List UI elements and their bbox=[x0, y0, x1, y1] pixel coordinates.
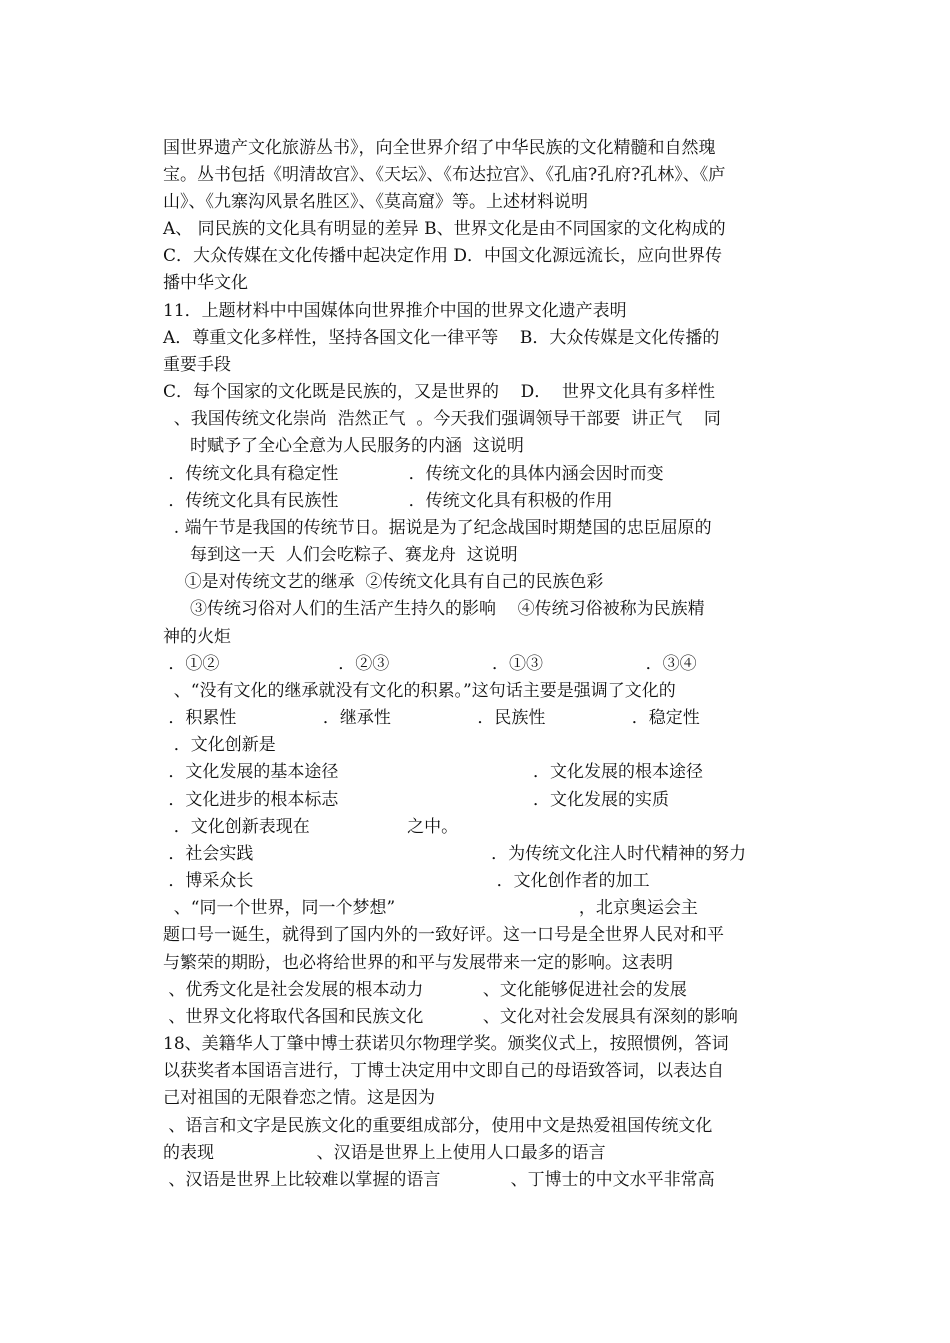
text-line: ．传统文化具有民族性 ．传统文化具有积极的作用 bbox=[163, 491, 613, 511]
text-line: 每到这一天 人们会吃粽子、赛龙舟 这说明 bbox=[163, 545, 518, 565]
text-line: 与繁荣的期盼，也必将给世界的和平与发展带来一定的影响。这表明 bbox=[163, 953, 673, 973]
text-line: 18、美籍华人丁肇中博士获诺贝尔物理学奖。颁奖仪式上，按照惯例，答词 bbox=[163, 1034, 729, 1054]
text-line: 、优秀文化是社会发展的根本动力 、文化能够促进社会的发展 bbox=[163, 980, 687, 1000]
text-line: 、“同一个世界，同一个梦想” ，北京奥运会主 bbox=[163, 898, 698, 918]
text-line: 题口号一诞生，就得到了国内外的一致好评。这一口号是全世界人民对和平 bbox=[163, 925, 724, 945]
text-line: 国世界遗产文化旅游丛书》，向全世界介绍了中华民族的文化精髓和自然瑰 bbox=[163, 138, 716, 158]
text-line: ．博采众长 ．文化创作者的加工 bbox=[163, 871, 650, 891]
text-line: 、“没有文化的继承就没有文化的积累。”这句话主要是强调了文化的 bbox=[163, 681, 676, 701]
text-line: A、 同民族的文化具有明显的差异 B、世界文化是由不同国家的文化构成的 bbox=[163, 219, 726, 239]
text-line: A．尊重文化多样性，坚持各国文化一律平等 B．大众传媒是文化传播的 bbox=[163, 328, 720, 348]
text-line: 宝。丛书包括《明清故宫》、《天坛》、《布达拉宫》、《孔庙?孔府?孔林》、《庐 bbox=[163, 165, 726, 185]
text-line: 的表现 、汉语是世界上上使用人口最多的语言 bbox=[163, 1143, 606, 1163]
text-line: ③传统习俗对人们的生活产生持久的影响 ④传统习俗被称为民族精 bbox=[163, 599, 705, 619]
text-line: 山》、《九寨沟风景名胜区》、《莫高窟》等。上述材料说明 bbox=[163, 192, 588, 212]
text-line: C．每个国家的文化既是民族的，又是世界的 D． 世界文化具有多样性 bbox=[163, 382, 716, 402]
text-line: ．文化创新表现在 之中。 bbox=[163, 817, 459, 837]
text-line: ．文化发展的基本途径 ．文化发展的根本途径 bbox=[163, 762, 703, 782]
text-line: . 端午节是我国的传统节日。据说是为了纪念战国时期楚国的忠臣屈原的 bbox=[163, 518, 712, 538]
text-line: ．①② ．②③ ．①③ ．③④ bbox=[163, 654, 697, 674]
text-line: 11．上题材料中中国媒体向世界推介中国的世界文化遗产表明 bbox=[163, 301, 627, 321]
text-line: ①是对传统文艺的继承 ②传统文化具有自己的民族色彩 bbox=[163, 572, 604, 592]
text-line: ．文化进步的根本标志 ．文化发展的实质 bbox=[163, 790, 669, 810]
text-line: 、我国传统文化崇尚 浩然正气 。今天我们强调领导干部要 讲正气 同 bbox=[163, 409, 721, 429]
text-line: ．传统文化具有稳定性 ．传统文化的具体内涵会因时而变 bbox=[163, 464, 664, 484]
text-line: 己对祖国的无限眷恋之情。这是因为 bbox=[163, 1088, 435, 1108]
text-line: 、汉语是世界上比较难以掌握的语言 、丁博士的中文水平非常高 bbox=[163, 1170, 715, 1190]
text-line: ．积累性 ．继承性 ．民族性 ．稳定性 bbox=[163, 708, 700, 728]
text-line: 神的火炬 bbox=[163, 627, 231, 647]
text-line: 时赋予了全心全意为人民服务的内涵 这说明 bbox=[163, 436, 524, 456]
text-line: 、语言和文字是民族文化的重要组成部分，使用中文是热爱祖国传统文化 bbox=[163, 1116, 713, 1136]
text-line: 、世界文化将取代各国和民族文化 、文化对社会发展具有深刻的影响 bbox=[163, 1007, 738, 1027]
text-line: ．社会实践 ．为传统文化注人时代精神的努力 bbox=[163, 844, 747, 864]
text-line: 重要手段 bbox=[163, 355, 231, 375]
text-line: C．大众传媒在文化传播中起决定作用 D．中国文化源远流长，应向世界传 bbox=[163, 246, 723, 266]
text-line: ．文化创新是 bbox=[163, 735, 276, 755]
text-line: 播中华文化 bbox=[163, 273, 248, 293]
text-line: 以获奖者本国语言进行，丁博士决定用中文即自己的母语致答词，以表达自 bbox=[163, 1061, 724, 1081]
